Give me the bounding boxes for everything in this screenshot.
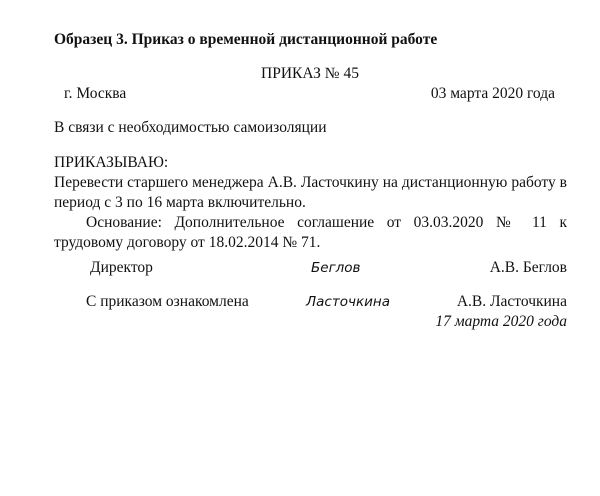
order-date: 03 марта 2020 года xyxy=(430,85,555,102)
signature-row-director xyxy=(54,258,567,278)
signature-name: А.В. Ласточкина xyxy=(456,293,567,310)
signature-name: А.В. Беглов xyxy=(489,259,567,276)
handwritten-signature: Ласточкина xyxy=(306,294,390,310)
signature-role: Директор xyxy=(90,259,153,276)
handwritten-signature: Беглов xyxy=(311,260,361,276)
order-body xyxy=(54,153,567,253)
signature-row-employee xyxy=(54,292,567,312)
order-reason: В связи с необходимостью самоизоляции xyxy=(54,119,327,136)
signature-role: С приказом ознакомлена xyxy=(86,293,249,310)
order-word: ПРИКАЗЫВАЮ: xyxy=(54,154,169,171)
acknowledgement-date: 17 марта 2020 года xyxy=(435,313,567,330)
order-basis: Основание: Дополнительное соглашение от 03.03.2020 № 11 к трудовому договору от 18.02.2014 № 71. xyxy=(54,214,567,251)
document-heading: Образец 3. Приказ о временной дистанционной работе xyxy=(54,31,438,48)
order-city: г. Москва xyxy=(64,85,127,102)
order-title: ПРИКАЗ № 45 xyxy=(261,65,359,82)
order-text: Перевести старшего менеджера А.В. Ласточкину на дистанционную работу в период с 3 по 16 марта включительно. xyxy=(54,174,567,211)
